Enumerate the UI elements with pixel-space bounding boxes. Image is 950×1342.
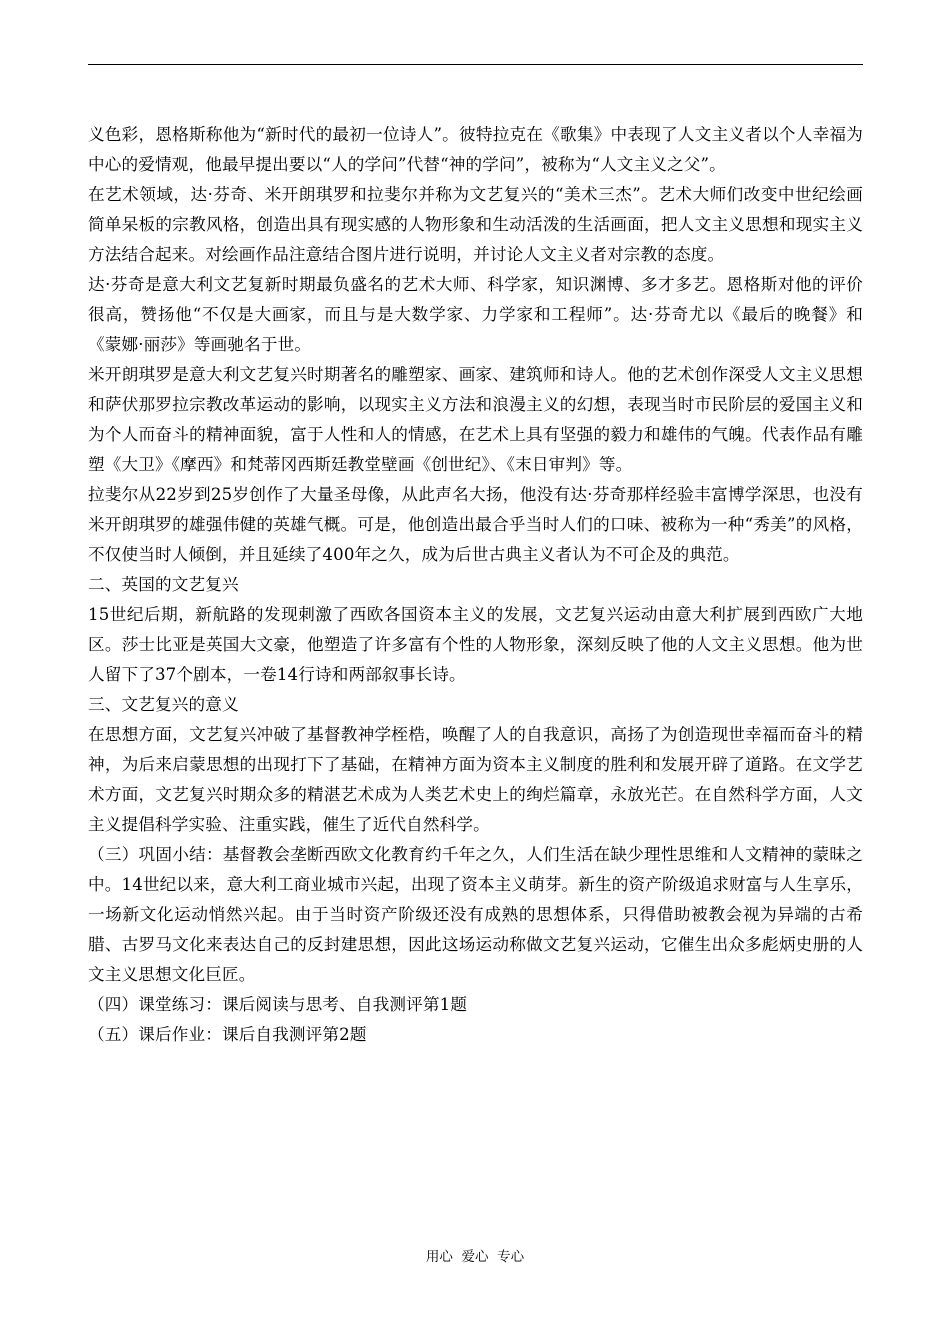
paragraph-da-vinci: 达·芬奇是意大利文艺复新时期最负盛名的艺术大师、科学家，知识渊博、多才多艺。恩格斯对他的评价很高，赞扬他“不仅是大画家，而且与是大数学家、力学家和工程师”。达·芬奇尤以《最后的晚餐》和《蒙娜·丽莎》等画驰名于世。: [88, 275, 863, 354]
paragraph-raphael: 拉斐尔从22岁到25岁创作了大量圣母像，从此声名大扬，他没有达·芬奇那样经验丰富博学深思，也没有米开朗琪罗的雄强伟健的英雄气概。可是，他创造出最合乎当时人们的口味、被称为一种“秀美”的风格，不仅使当时人倾倒，并且延续了400年之久，成为后世古典主义者认为不可企及的典范。: [88, 485, 863, 564]
section-heading-significance: 三、文艺复兴的意义: [88, 695, 239, 714]
paragraph-class-exercise: （四）课堂练习：课后阅读与思考、自我测评第1题: [88, 995, 468, 1014]
paragraph-michelangelo: 米开朗琪罗是意大利文艺复兴时期著名的雕塑家、画家、建筑师和诗人。他的艺术创作深受人文主义思想和萨伏那罗拉宗教改革运动的影响，以现实主义方法和浪漫主义的幻想，表现当时市民阶层的爱国主义和为个人而奋斗的精神面貌，富于人性和人的情感，在艺术上具有坚强的毅力和雄伟的气魄。代表作品有雕塑《大卫》《摩西》和梵蒂冈西斯廷教堂壁画《创世纪》、《末日审判》等。: [88, 365, 863, 474]
document-body: [88, 120, 863, 1050]
section-heading-england: 二、英国的文艺复兴: [88, 575, 239, 594]
paragraph-art-field: 在艺术领域，达·芬奇、米开朗琪罗和拉斐尔并称为文艺复兴的“美术三杰”。艺术大师们改变中世纪绘画简单呆板的宗教风格，创造出具有现实感的人物形象和生动活泼的生活画面，把人文主义思想和现实主义方法结合起来。对绘画作品注意结合图片进行说明，并讨论人文主义者对宗教的态度。: [88, 185, 863, 264]
paragraph-homework: （五）课后作业：课后自我测评第2题: [88, 1025, 367, 1044]
header-rule: [88, 64, 863, 65]
paragraph-england-renaissance: 15世纪后期，新航路的发现刺激了西欧各国资本主义的发展，文艺复兴运动由意大利扩展到西欧广大地区。莎士比亚是英国大文豪，他塑造了许多富有个性的人物形象，深刻反映了他的人文主义思想。他为世人留下了37个剧本，一卷14行诗和两部叙事长诗。: [88, 605, 863, 684]
paragraph-humanism-poets: 义色彩，恩格斯称他为“新时代的最初一位诗人”。彼特拉克在《歌集》中表现了人文主义者以个人幸福为中心的爱情观，他最早提出要以“人的学问”代替“神的学问”，被称为“人文主义之父”。: [88, 125, 863, 174]
paragraph-significance: 在思想方面，文艺复兴冲破了基督教神学桎梏，唤醒了人的自我意识，高扬了为创造现世幸福而奋斗的精神，为后来启蒙思想的出现打下了基础，在精神方面为资本主义制度的胜利和发展开辟了道路。在文学艺术方面，文艺复兴时期众多的精湛艺术成为人类艺术史上的绚烂篇章，永放光芒。在自然科学方面，人文主义提倡科学实验、注重实践，催生了近代自然科学。: [88, 725, 863, 834]
page-footer: 用心 爱心 专心: [425, 1249, 525, 1265]
paragraph-summary: （三）巩固小结：基督教会垄断西欧文化教育约千年之久，人们生活在缺少理性思维和人文精神的蒙昧之中。14世纪以来，意大利工商业城市兴起，出现了资本主义萌芽。新生的资产阶级追求财富与人生享乐，一场新文化运动悄然兴起。由于当时资产阶级还没有成熟的思想体系，只得借助被教会视为异端的古希腊、古罗马文化来表达自己的反封建思想，因此这场运动称做文艺复兴运动，它催生出众多彪炳史册的人文主义思想文化巨匠。: [88, 845, 863, 984]
